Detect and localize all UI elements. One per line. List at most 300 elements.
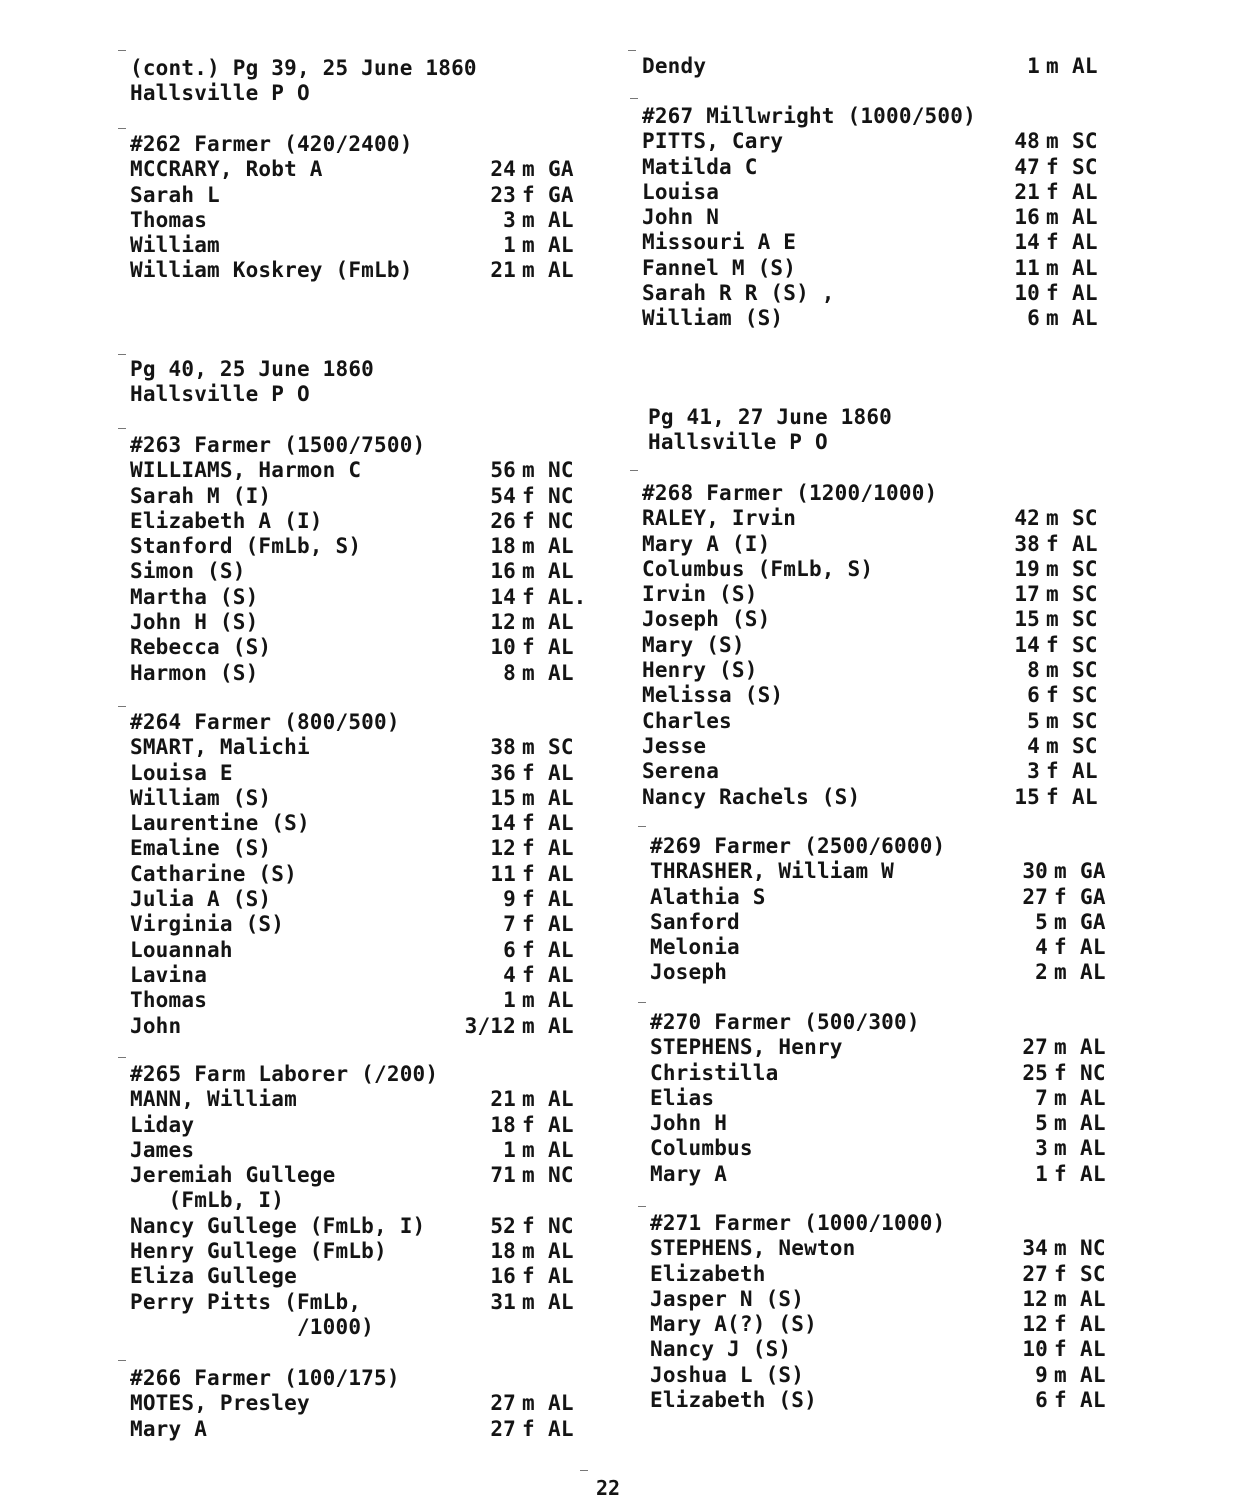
person-row xyxy=(130,988,600,1013)
person-birthplace: AL xyxy=(548,962,574,987)
person-row xyxy=(642,683,1112,708)
person-sex: f xyxy=(522,811,535,836)
person-birthplace: AL xyxy=(548,660,574,685)
person-row xyxy=(642,785,1112,810)
person-name: Alathia S xyxy=(650,884,766,909)
person-birthplace: AL xyxy=(548,1416,574,1441)
person-name: Elizabeth xyxy=(650,1261,766,1286)
person-birthplace: SC xyxy=(1072,129,1098,154)
person-birthplace: AL xyxy=(1072,255,1098,280)
person-sex: f xyxy=(1046,784,1059,809)
person-name: Sarah R R (S) , xyxy=(642,281,835,306)
person-birthplace: AL xyxy=(1080,960,1106,985)
person-sex: m xyxy=(522,559,535,584)
person-row xyxy=(130,534,600,559)
person-sex: m xyxy=(522,258,535,283)
person-row xyxy=(130,1138,600,1163)
person-age: 21 xyxy=(490,1087,516,1112)
person-row xyxy=(130,938,600,963)
person-name: Jeremiah Gullege xyxy=(130,1163,336,1188)
person-sex: m xyxy=(522,534,535,559)
page-header-line: Pg 41, 27 June 1860 xyxy=(648,405,893,429)
person-birthplace: AL xyxy=(1080,1035,1106,1060)
person-name: Mary (S) xyxy=(642,632,745,657)
household-title: #263 Farmer (1500/7500) xyxy=(130,433,426,457)
person-age: 18 xyxy=(490,1112,516,1137)
page-number: 22 xyxy=(596,1476,621,1500)
person-age: 10 xyxy=(490,635,516,660)
person-sex: m xyxy=(1046,733,1059,758)
person-birthplace: AL xyxy=(1080,1111,1106,1136)
person-sex: m xyxy=(522,458,535,483)
person-sex: f xyxy=(1054,1312,1067,1337)
person-name: Christilla xyxy=(650,1060,779,1085)
person-birthplace: SC xyxy=(1072,556,1098,581)
person-row xyxy=(642,256,1112,281)
person-sex: f xyxy=(522,584,535,609)
person-row xyxy=(130,1087,600,1112)
person-sex: m xyxy=(522,988,535,1013)
person-name: Henry Gullege (FmLb) xyxy=(130,1239,387,1264)
person-birthplace: AL xyxy=(1080,1136,1106,1161)
person-age: 47 xyxy=(1014,154,1040,179)
person-name: Jesse xyxy=(642,733,707,758)
person-name: Sanford xyxy=(650,909,740,934)
person-birthplace: AL xyxy=(1080,1286,1106,1311)
person-age: 6 xyxy=(1027,306,1040,331)
person-row xyxy=(650,1388,1120,1413)
household-title: #262 Farmer (420/2400) xyxy=(130,132,413,156)
person-sex: m xyxy=(1046,54,1059,78)
person-row xyxy=(130,183,600,208)
scan-mark xyxy=(630,470,638,471)
person-birthplace: AL xyxy=(548,811,574,836)
household-271 xyxy=(650,1211,1120,1413)
household-title: #266 Farmer (100/175) xyxy=(130,1366,400,1390)
person-name: MCCRARY, Robt A xyxy=(130,157,323,182)
person-age: 14 xyxy=(1014,230,1040,255)
person-sex: f xyxy=(1046,179,1059,204)
person-row xyxy=(130,1391,600,1416)
person-age: 19 xyxy=(1014,556,1040,581)
person-age: 6 xyxy=(1027,683,1040,708)
person-sex: m xyxy=(522,1013,535,1038)
person-sex: m xyxy=(1046,306,1059,331)
person-birthplace: AL xyxy=(548,635,574,660)
household-title: #269 Farmer (2500/6000) xyxy=(650,834,946,858)
person-name: (FmLb, I) xyxy=(130,1188,285,1213)
page-header-line: Pg 40, 25 June 1860 xyxy=(130,357,375,381)
person-age: 3 xyxy=(1035,1136,1048,1161)
person-row xyxy=(642,230,1112,255)
person-sex: f xyxy=(522,635,535,660)
person-name: Martha (S) xyxy=(130,584,259,609)
person-name: Sarah M (I) xyxy=(130,483,272,508)
person-birthplace: AL xyxy=(1072,54,1098,78)
person-row xyxy=(130,661,600,686)
person-row xyxy=(642,129,1112,154)
person-sex: m xyxy=(522,207,535,232)
person-age: 6 xyxy=(503,937,516,962)
person-age: 4 xyxy=(1027,733,1040,758)
scan-mark xyxy=(118,428,126,429)
person-row xyxy=(130,836,600,861)
person-birthplace: AL xyxy=(548,610,574,635)
person-birthplace: AL xyxy=(1072,230,1098,255)
person-row xyxy=(650,1287,1120,1312)
person-age: 14 xyxy=(490,811,516,836)
scan-mark xyxy=(118,1057,126,1058)
person-age: 2 xyxy=(1035,960,1048,985)
person-row xyxy=(650,1262,1120,1287)
person-age: 12 xyxy=(490,836,516,861)
person-row xyxy=(642,709,1112,734)
person-sex: m xyxy=(522,610,535,635)
person-age: 5 xyxy=(1035,909,1048,934)
person-name: Columbus xyxy=(650,1136,753,1161)
person-row xyxy=(130,1113,600,1138)
person-birthplace: GA xyxy=(1080,909,1106,934)
person-row xyxy=(130,912,600,937)
person-birthplace: NC xyxy=(548,1213,574,1238)
person-row xyxy=(642,734,1112,759)
person-row xyxy=(130,887,600,912)
person-name: Nancy J (S) xyxy=(650,1337,792,1362)
household-267 xyxy=(642,104,1112,332)
person-age: 18 xyxy=(490,534,516,559)
person-sex: m xyxy=(1046,582,1059,607)
person-row xyxy=(130,1315,600,1340)
person-birthplace: AL xyxy=(548,258,574,283)
person-sex: f xyxy=(1046,154,1059,179)
person-row xyxy=(642,633,1112,658)
person-row xyxy=(130,1239,600,1264)
person-row xyxy=(130,559,600,584)
person-name: Simon (S) xyxy=(130,559,246,584)
person-age: 9 xyxy=(503,887,516,912)
person-birthplace: SC xyxy=(1072,506,1098,531)
person-sex: m xyxy=(1054,1085,1067,1110)
person-name: John H xyxy=(650,1111,728,1136)
person-row xyxy=(642,205,1112,230)
person-row xyxy=(130,862,600,887)
person-age: 48 xyxy=(1014,129,1040,154)
person-birthplace: AL xyxy=(548,207,574,232)
person-name: Stanford (FmLb, S) xyxy=(130,534,362,559)
person-age: 8 xyxy=(1027,658,1040,683)
household-262 xyxy=(130,132,600,284)
person-name: Melissa (S) xyxy=(642,683,784,708)
person-row xyxy=(642,582,1112,607)
person-sex: m xyxy=(1054,1111,1067,1136)
person-name: John xyxy=(130,1013,182,1038)
person-birthplace: AL xyxy=(548,1112,574,1137)
person-birthplace: AL xyxy=(548,760,574,785)
person-sex: m xyxy=(1046,255,1059,280)
person-age: 26 xyxy=(490,508,516,533)
person-age: 1 xyxy=(503,233,516,258)
person-birthplace: SC xyxy=(1072,632,1098,657)
person-name: Elizabeth (S) xyxy=(650,1388,817,1413)
person-sex: f xyxy=(522,937,535,962)
person-name: Harmon (S) xyxy=(130,660,259,685)
person-birthplace: NC xyxy=(548,1163,574,1188)
household-title: #267 Millwright (1000/500) xyxy=(642,104,976,128)
person-sex: f xyxy=(522,912,535,937)
person-age: 14 xyxy=(1014,632,1040,657)
person-name: Serena xyxy=(642,759,720,784)
person-name: Mary A xyxy=(130,1416,208,1441)
person-sex: m xyxy=(1046,607,1059,632)
person-name: Thomas xyxy=(130,207,208,232)
person-birthplace: AL. xyxy=(548,584,587,609)
person-sex: m xyxy=(1046,658,1059,683)
person-row xyxy=(642,506,1112,531)
household-title: #271 Farmer (1000/1000) xyxy=(650,1211,946,1235)
person-row xyxy=(650,935,1120,960)
person-name: Nancy Gullege (FmLb, I) xyxy=(130,1213,426,1238)
person-birthplace: SC xyxy=(1072,658,1098,683)
scan-mark xyxy=(638,826,646,827)
page-header-line: (cont.) Pg 39, 25 June 1860 xyxy=(130,56,477,80)
person-name: Emaline (S) xyxy=(130,836,272,861)
person-birthplace: GA xyxy=(1080,884,1106,909)
person-birthplace: SC xyxy=(1072,708,1098,733)
person-row xyxy=(650,1337,1120,1362)
person-age: 7 xyxy=(1035,1085,1048,1110)
scan-mark xyxy=(118,1360,126,1361)
household-269 xyxy=(650,834,1120,986)
person-birthplace: AL xyxy=(548,785,574,810)
person-birthplace: AL xyxy=(1080,935,1106,960)
person-name: Louannah xyxy=(130,937,233,962)
person-row xyxy=(650,1061,1120,1086)
person-name: Julia A (S) xyxy=(130,887,272,912)
person-name: MOTES, Presley xyxy=(130,1391,310,1416)
person-birthplace: AL xyxy=(1072,531,1098,556)
person-row xyxy=(650,910,1120,935)
household-266 xyxy=(130,1366,600,1442)
person-row xyxy=(642,607,1112,632)
person-name: Charles xyxy=(642,708,732,733)
person-birthplace: AL xyxy=(1072,205,1098,230)
person-name: Dendy xyxy=(642,54,707,78)
person-birthplace: AL xyxy=(548,1013,574,1038)
person-row xyxy=(130,610,600,635)
person-row xyxy=(130,635,600,660)
person-sex: f xyxy=(1054,884,1067,909)
person-birthplace: SC xyxy=(1072,607,1098,632)
person-name: Virginia (S) xyxy=(130,912,285,937)
household-title: #270 Farmer (500/300) xyxy=(650,1010,920,1034)
person-row xyxy=(642,155,1112,180)
person-name: Elias xyxy=(650,1085,715,1110)
person-age: 10 xyxy=(1014,281,1040,306)
person-row xyxy=(130,1188,600,1213)
person-age: 8 xyxy=(503,660,516,685)
person-row xyxy=(130,233,600,258)
person-sex: m xyxy=(522,1137,535,1162)
person-age: 30 xyxy=(1022,859,1048,884)
person-name: John N xyxy=(642,205,720,230)
person-birthplace: AL xyxy=(548,861,574,886)
scan-mark xyxy=(638,1002,646,1003)
person-sex: f xyxy=(522,1416,535,1441)
person-sex: f xyxy=(522,836,535,861)
post-office-line: Hallsville P O xyxy=(648,430,828,455)
person-age: 5 xyxy=(1035,1111,1048,1136)
person-birthplace: NC xyxy=(1080,1236,1106,1261)
person-name: Irvin (S) xyxy=(642,582,758,607)
page-header-39 xyxy=(130,56,600,107)
person-sex: f xyxy=(1046,759,1059,784)
person-name: Henry (S) xyxy=(642,658,758,683)
person-age: 23 xyxy=(490,182,516,207)
person-row xyxy=(650,960,1120,985)
person-name: Thomas xyxy=(130,988,208,1013)
person-sex: m xyxy=(1046,205,1059,230)
person-row xyxy=(650,859,1120,884)
person-name: Columbus (FmLb, S) xyxy=(642,556,874,581)
person-name: Elizabeth A (I) xyxy=(130,508,323,533)
person-row xyxy=(130,208,600,233)
person-birthplace: AL xyxy=(548,912,574,937)
scan-mark xyxy=(628,50,636,51)
person-name: Joshua L (S) xyxy=(650,1362,805,1387)
person-sex: m xyxy=(1054,1236,1067,1261)
person-row xyxy=(130,811,600,836)
household-266-continued xyxy=(642,54,1112,79)
person-name: Lavina xyxy=(130,962,208,987)
person-sex: m xyxy=(522,1239,535,1264)
person-age: 27 xyxy=(1022,1035,1048,1060)
person-sex: m xyxy=(522,735,535,760)
person-name: Mary A(?) (S) xyxy=(650,1312,817,1337)
person-age: 15 xyxy=(1014,784,1040,809)
person-age: 24 xyxy=(490,157,516,182)
person-sex: m xyxy=(1054,1035,1067,1060)
person-birthplace: AL xyxy=(1080,1312,1106,1337)
person-sex: m xyxy=(1046,556,1059,581)
person-age: 54 xyxy=(490,483,516,508)
person-sex: m xyxy=(1046,129,1059,154)
scan-mark xyxy=(118,50,126,51)
person-age: 1 xyxy=(1035,1161,1048,1186)
person-age: 16 xyxy=(490,1264,516,1289)
person-sex: m xyxy=(1054,1136,1067,1161)
person-row xyxy=(130,963,600,988)
person-sex: m xyxy=(522,1391,535,1416)
person-sex: m xyxy=(1054,859,1067,884)
person-sex: m xyxy=(1054,909,1067,934)
person-age: 31 xyxy=(490,1289,516,1314)
person-sex: m xyxy=(522,660,535,685)
person-sex: f xyxy=(522,483,535,508)
person-birthplace: AL xyxy=(1080,1161,1106,1186)
person-age: 27 xyxy=(1022,1261,1048,1286)
household-268 xyxy=(642,481,1112,810)
person-name: William xyxy=(130,233,220,258)
household-265 xyxy=(130,1062,600,1340)
person-sex: f xyxy=(1054,1060,1067,1085)
person-sex: m xyxy=(522,157,535,182)
person-birthplace: GA xyxy=(1080,859,1106,884)
person-age: 21 xyxy=(1014,179,1040,204)
person-birthplace: NC xyxy=(548,483,574,508)
person-row xyxy=(130,1014,600,1039)
person-name: Jasper N (S) xyxy=(650,1286,805,1311)
person-age: 25 xyxy=(1022,1060,1048,1085)
person-birthplace: AL xyxy=(548,1264,574,1289)
person-age: 17 xyxy=(1014,582,1040,607)
person-row xyxy=(130,585,600,610)
person-sex: f xyxy=(522,182,535,207)
person-sex: m xyxy=(522,233,535,258)
person-age: 27 xyxy=(490,1416,516,1441)
person-name: THRASHER, William W xyxy=(650,859,895,884)
person-row xyxy=(642,180,1112,205)
post-office-line: Hallsville P O xyxy=(130,382,310,407)
page-header-41 xyxy=(648,405,1118,456)
person-sex: m xyxy=(522,1289,535,1314)
person-name: RALEY, Irvin xyxy=(642,506,797,531)
person-row xyxy=(130,761,600,786)
person-age: 34 xyxy=(1022,1236,1048,1261)
person-row xyxy=(642,759,1112,784)
person-name: Nancy Rachels (S) xyxy=(642,784,861,809)
scan-mark xyxy=(118,128,126,129)
person-sex: f xyxy=(1054,1261,1067,1286)
person-name: William (S) xyxy=(642,306,784,331)
person-row xyxy=(130,484,600,509)
person-row xyxy=(642,281,1112,306)
person-row xyxy=(130,258,600,283)
household-264 xyxy=(130,710,600,1039)
person-sex: m xyxy=(1054,1362,1067,1387)
person-age: 16 xyxy=(490,559,516,584)
person-sex: m xyxy=(1054,1286,1067,1311)
person-sex: f xyxy=(522,1112,535,1137)
person-birthplace: AL xyxy=(1080,1388,1106,1413)
person-row xyxy=(130,509,600,534)
person-age: 15 xyxy=(490,785,516,810)
person-row xyxy=(642,306,1112,331)
person-name: Louisa E xyxy=(130,760,233,785)
person-birthplace: SC xyxy=(548,735,574,760)
person-age: 3 xyxy=(503,207,516,232)
person-name: STEPHENS, Henry xyxy=(650,1035,843,1060)
person-sex: f xyxy=(1054,1161,1067,1186)
household-270 xyxy=(650,1010,1120,1187)
person-birthplace: AL xyxy=(548,988,574,1013)
scan-mark xyxy=(630,98,638,99)
person-row xyxy=(642,557,1112,582)
person-row xyxy=(650,885,1120,910)
person-age: 4 xyxy=(1035,935,1048,960)
person-name: Rebecca (S) xyxy=(130,635,272,660)
person-name: Laurentine (S) xyxy=(130,811,310,836)
person-birthplace: AL xyxy=(548,887,574,912)
person-age: 15 xyxy=(1014,607,1040,632)
person-name: Louisa xyxy=(642,179,720,204)
scan-mark xyxy=(118,354,126,355)
person-age: 3/12 xyxy=(464,1013,516,1038)
person-birthplace: AL xyxy=(548,836,574,861)
person-age: 1 xyxy=(1027,54,1040,78)
person-birthplace: AL xyxy=(548,1137,574,1162)
person-birthplace: NC xyxy=(548,508,574,533)
person-sex: f xyxy=(1054,1337,1067,1362)
